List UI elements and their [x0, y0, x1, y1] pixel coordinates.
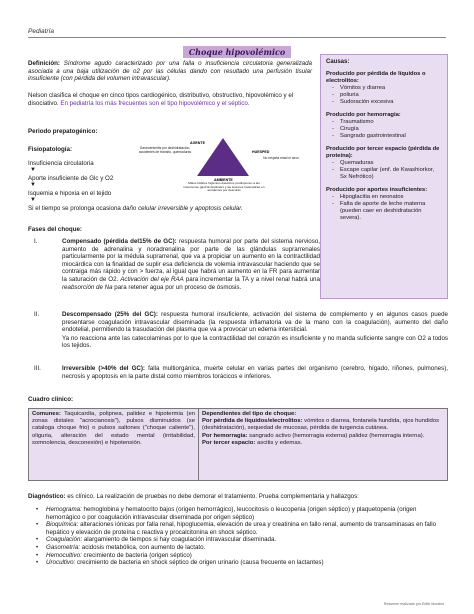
arrow-down-icon: ▼	[30, 167, 36, 173]
list-item: - Cirugía	[332, 126, 442, 133]
physio-conclusion: Si el tiempo se prolonga ocasiona daño celular irreversible y apoptosis celular.	[28, 205, 243, 212]
epidemiologic-triad-diagram	[134, 132, 312, 194]
classification-highlight: En pediatría los más frecuentes son el tipo hipovolémico y el séptico.	[60, 99, 250, 107]
list-item: - Sangrado gastrointestinal	[332, 133, 442, 140]
physiopathology-label: Fisiopatología:	[28, 146, 72, 153]
phase-item	[28, 238, 320, 291]
environment-note: Malos hábitos higiénico-dietéticos predisponen a las infecciones gastrointestinales y las lesiones traumáticas en accidentes por descuido	[183, 182, 265, 193]
header-divider	[28, 37, 446, 38]
causes-group-list	[332, 85, 442, 106]
host-note-box	[252, 156, 310, 166]
list-item: - Escape capilar (enf. de Kwashiorkor, Sx Nefrótico)	[332, 167, 442, 181]
diagnosis-list	[36, 506, 448, 567]
clinical-dependent-label: Dependientes del tipo de choque:	[202, 411, 297, 417]
causes-group-list	[332, 160, 442, 181]
table-row: Por tercer espacio: ascitis y edemas.	[202, 439, 303, 446]
phase-number: III.	[34, 365, 41, 372]
prepathogenic-label: Periodo prepatogénico:	[28, 128, 98, 135]
list-item: • Bioquímica: alteraciones iónicas por falla renal, hipoglucemia, elevación de urea y creatinina en fallo renal, aumento de transaminasas en fallo hepático y elevación de proteína c reactiva y procalcitonina en shock séptico.	[36, 521, 448, 536]
host-label: HUESPED	[252, 150, 270, 154]
clinical-common-cell: Comunes: Taquicardia, polipnea, palidez e hipotermia (en zonas distales "acrocianosis"), pulsos disminuidos (se cataloga choque frio) o pulsos saltones ("choque caliente"), oliguria, alteración del estado mental (irritabilidad, somnolencia, desconexión) e hipotensión.	[29, 409, 199, 480]
environment-label: AMBIENTE	[214, 178, 233, 182]
arrow-down-icon: ▼	[30, 182, 36, 188]
arrow-down-icon: ▼	[30, 197, 36, 203]
causes-group-heading: Producido por hemorragia:	[326, 112, 401, 118]
causes-box	[320, 54, 448, 299]
list-item: - Hipoglacitia en neonatos	[332, 194, 442, 201]
list-item: • Gasometría: acidosis metabólica, con aumento de lactato.	[36, 544, 448, 552]
classification-text: Nelson clasifica el choque en cinco tipos cardiogénico, distributivo, obstructivo, hipovolémico y el disociativo.	[28, 92, 294, 107]
clinical-dependent-cell	[199, 409, 447, 480]
phase-item	[28, 365, 448, 380]
footer-credit: Resumen realizado por Edith Morales	[383, 602, 444, 606]
clinical-label: Cuadro clínico:	[28, 396, 74, 403]
phase-body: Compensado (pérdida del15% de GC): respuesta humoral por parte del sistema nervioso, aumento de adrenalina y noradrenalina por parte de las glándulas suprarrenales particularmente por la médula suprarrenal, que va a propiciar un aumento en la contractilidad miocárdica con la finalidad de suplir esa deficiencia de volemia intravascular haciendo que se contraiga más rápido y con > fuerza, al igual que habrá un aumento en la FR para aumentar la saturación de O2. Activación del eje RAA para incrementar la TA y a nivel renal habrá una reabsorción de Na para retener agua por un proceso de ósmosis.	[62, 238, 320, 291]
phase-item	[28, 311, 448, 350]
phase-body: Descompensado (25% del GC): respuesta humoral insuficiente, activación del sistema de complemento y en algunos casos puede presentarse coagulación intravascular diseminada (la respuesta inflamatoria va de la mano con la coagulación), aumento del daño endotelial, permitiendo la trasudación del plasma que va a provocar un edema intersticial. Ya no reacciona ante las catecolaminas por lo que la contractilidad del corazón es insuficiente y no manda suficiente sangre con O2 a todos los tejidos.	[62, 311, 448, 350]
list-item: • Coagulación: alargamiento de tiempos si hay coagulación intravascular diseminada.	[36, 536, 448, 544]
causes-group-list	[332, 119, 442, 140]
list-item: - Falta de aporte de leche materna (pueden caer en deshidratación severa).	[332, 201, 442, 222]
definition-text: Síndrome agudo caracterizado por una falla o insuficiencia circulatoria generalizada asociada a una baja utilización de o2 por las células dando con resultado una perfusión tisular insuficiente (con pérdida del volumen intravascular).	[28, 60, 312, 83]
physio-step-1: Insuficiencia circulatoria	[28, 160, 94, 167]
environment-note-box	[182, 182, 266, 194]
causes-group-heading: Producido por aportes insuficientes:	[326, 187, 428, 193]
phase-number: II.	[34, 311, 40, 318]
list-item: • Urocultivo: crecimiento de bacteria en shock séptico de origen urinario (causa frecuente en lactantes)	[36, 559, 448, 567]
causes-title: Causas:	[326, 59, 350, 65]
list-item: - poliuria	[332, 92, 442, 99]
list-item: - Quemaduras	[332, 160, 442, 167]
diagnosis-intro: Diagnóstico: es clínico. La realización de pruebas no debe demorar el tratamiento. Prueba complementaria y hallazgos:	[28, 493, 359, 500]
phase-body: Irreversible (>40% del GC): falla multiorgánica, muerte celular en varias partes del organismo (cerebro, hígado, riñones, pulmones), necrosis y apoptosis en la parte distal como miembros torácicos e inferiores.	[62, 365, 448, 380]
causes-group-list	[332, 194, 442, 222]
phases-label: Fases del choque:	[28, 226, 82, 233]
list-item: • Hemograma: hemoglobina y hematocrito bajos (origen hemorrágico), leucocitosis o leucopenia (origen séptico) y plaquetopenia (origen hemorrágico o por coagulación intravascular diseminada por origen séptico)	[36, 506, 448, 521]
list-item: - Sudoración excesiva	[332, 99, 442, 106]
causes-group-heading: Producido por tercer espacio (pérdida de proteína):	[326, 146, 440, 159]
section-header: Pediatría	[28, 28, 55, 35]
physio-step-3: Isquemia e hipoxia en el tejido	[28, 190, 112, 197]
clinical-table	[28, 408, 448, 481]
classification-block	[28, 92, 316, 107]
list-item: - Traumatismo	[332, 119, 442, 126]
definition-block	[28, 60, 312, 83]
table-row: Por hemorragia: sangrado activo (hemorragia externa) palidez (hemorragia interna).	[202, 432, 425, 439]
definition-label: Definición:	[28, 60, 60, 67]
physio-step-2: Aporte insuficiente de Glc y O2	[28, 175, 114, 182]
agent-note-box	[134, 146, 196, 168]
table-row: Por pérdida de líquidos/electrolitos: vómitos o diarrea, fontanela hundida, ojos hundidos (deshidratación), sequedad de mucosas, pérdida de turgencia cutánea.	[202, 418, 440, 432]
list-item: • Hemocultivo: crecimiento de bacteria (origen séptico)	[36, 552, 448, 560]
causes-group-heading: Producido por pérdida de líquidos o electrolitos:	[326, 71, 426, 84]
agent-label: AGENTE	[190, 141, 205, 145]
list-item: - Vómitos y diarrea	[332, 85, 442, 92]
host-note: No respeta edad ni sexo	[263, 156, 299, 160]
page-title: Choque hipovolémico	[0, 42, 474, 60]
phase-number: I.	[34, 238, 38, 245]
agent-note: Gastroenteritis por deshidratación, accidentes de tránsito, quemaduras	[138, 146, 192, 154]
